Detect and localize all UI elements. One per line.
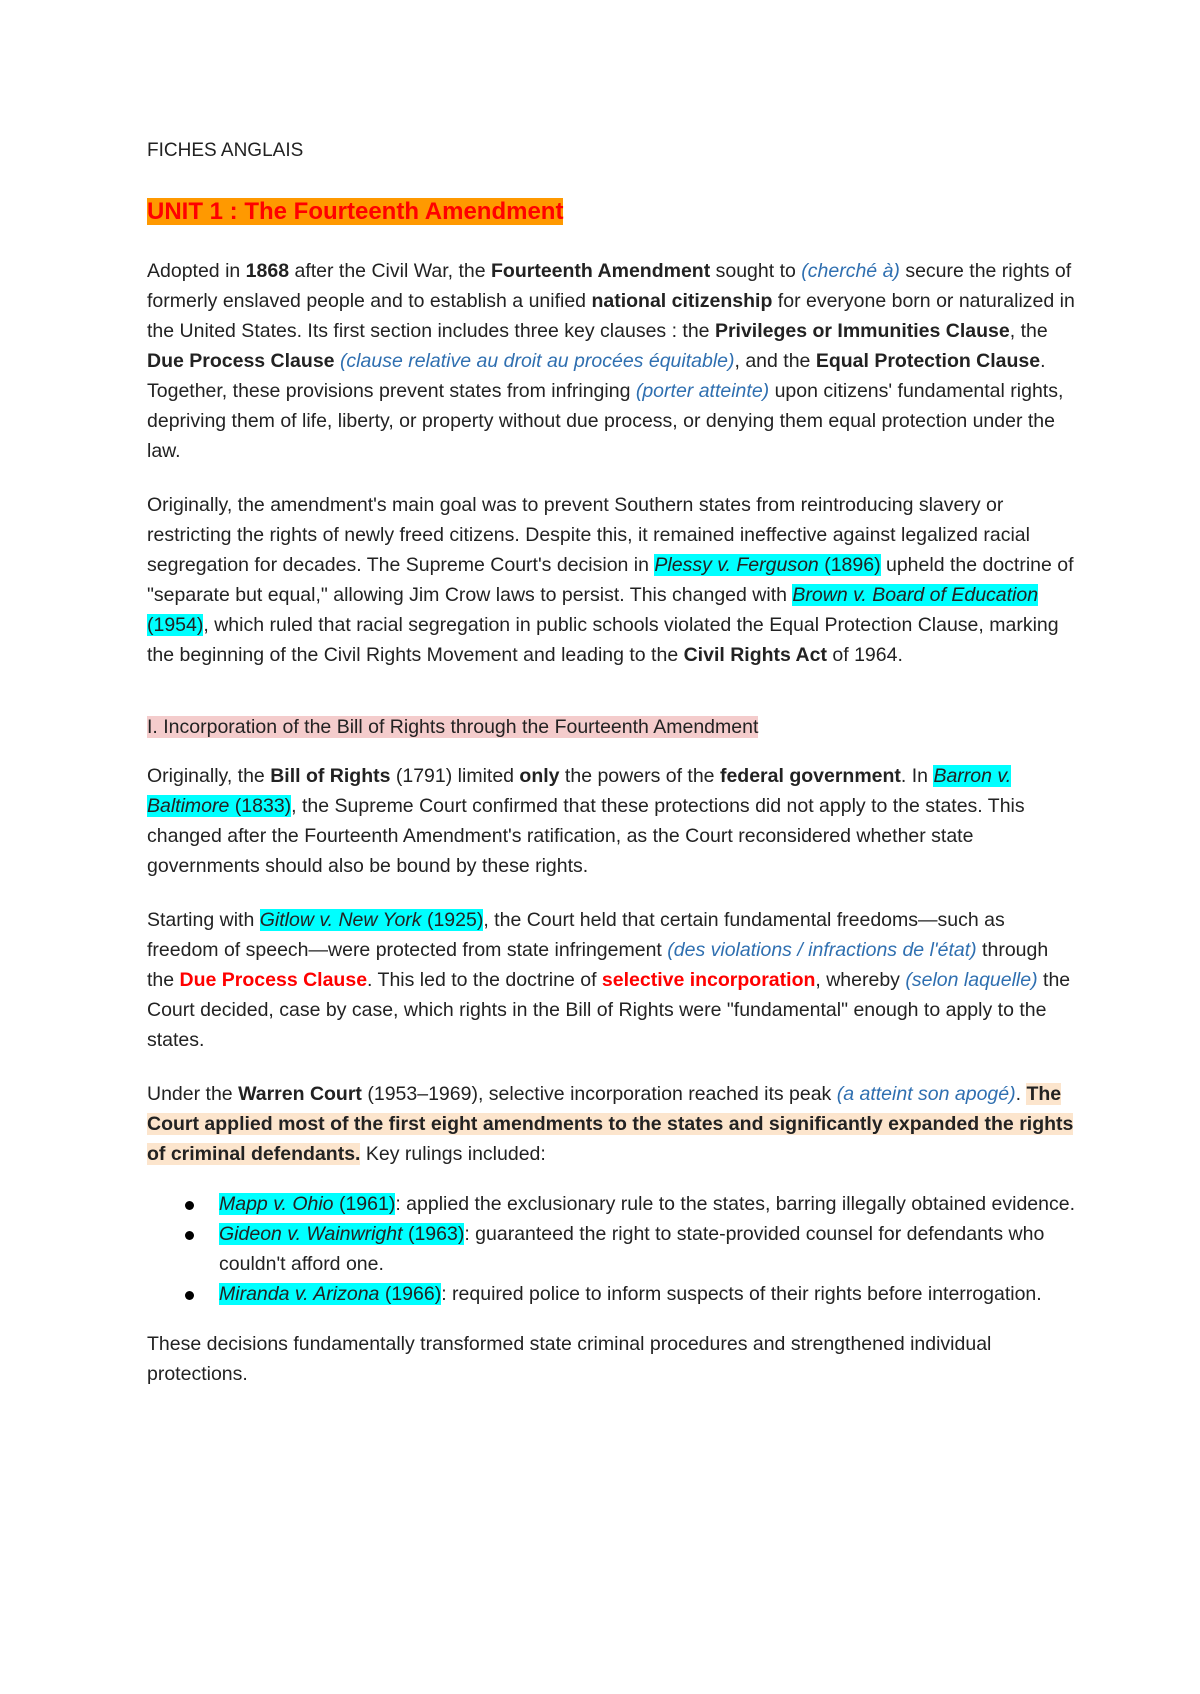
case-year: (1963) xyxy=(402,1223,465,1245)
paragraph-conclusion xyxy=(147,1329,1077,1389)
bold-text: Due Process Clause xyxy=(147,350,335,372)
text: , whereby xyxy=(815,969,906,991)
text: . This led to the doctrine of xyxy=(367,969,602,991)
paragraph-segregation xyxy=(147,490,1077,670)
french-note: (a atteint son apogé) xyxy=(836,1083,1016,1105)
case-year: (1961) xyxy=(333,1193,396,1215)
french-note: (cherché à) xyxy=(801,260,900,282)
text: sought to xyxy=(710,260,802,282)
case-name: Gitlow v. New York xyxy=(259,909,422,931)
document-page xyxy=(147,140,1077,1413)
case-name: Mapp v. Ohio xyxy=(219,1193,334,1215)
list-item xyxy=(219,1189,1077,1219)
case-name: Brown v. Board of Education xyxy=(792,584,1039,606)
section-heading-text: I. Incorporation of the Bill of Rights through the Fourteenth Amendment xyxy=(147,716,759,738)
text: secure the rights of formerly enslaved people and to establish a unified xyxy=(147,260,1072,312)
text: These decisions fundamentally transformed state criminal procedures and strengthened individual protections. xyxy=(147,1333,992,1385)
text: : applied the exclusionary rule to the states, barring illegally obtained evidence. xyxy=(395,1193,1075,1215)
french-note: (porter atteinte) xyxy=(635,380,770,402)
case-highlight xyxy=(260,909,484,931)
case-name: Gideon v. Wainwright xyxy=(219,1223,403,1245)
text: : required police to inform suspects of their rights before interrogation. xyxy=(441,1283,1042,1305)
case-year: (1954) xyxy=(147,614,204,636)
text: for everyone born or naturalized in the United States. Its first section includes three key clauses : the xyxy=(147,290,1075,342)
case-highlight xyxy=(219,1283,441,1305)
rulings-list xyxy=(147,1189,1077,1309)
case-highlight xyxy=(219,1223,464,1245)
case-year: (1833) xyxy=(229,795,292,817)
text: Adopted in xyxy=(147,260,246,282)
bold-text: national citizenship xyxy=(591,290,773,312)
paragraph-bill-of-rights xyxy=(147,761,1077,881)
bold-text: Bill of Rights xyxy=(270,765,391,787)
text: , which ruled that racial segregation in public schools violated the Equal Protection Clause, marking the beginning of the Civil Rights Movement and leading to the xyxy=(147,614,1059,666)
bold-text: only xyxy=(519,765,560,787)
text: Originally, the amendment's main goal was to prevent Southern states from reintroducing slavery or restricting the rights of newly freed citizens. Despite this, it remained ineffective against legalized racial segregation for decades. The Supreme Court's decision in xyxy=(147,494,1030,576)
text: , the Supreme Court confirmed that these protections did not apply to the states. This changed after the Fourteenth Amendment's ratification, as the Court reconsidered whether state governments should also be bound by these rights. xyxy=(147,795,1025,877)
bold-text: federal government xyxy=(719,765,901,787)
french-note: (clause relative au droit au procées équitable) xyxy=(339,350,735,372)
case-highlight xyxy=(219,1193,395,1215)
unit-heading-text: UNIT 1 : The Fourteenth Amendment xyxy=(147,198,564,225)
text: Starting with xyxy=(147,909,260,931)
case-year: (1896) xyxy=(818,554,881,576)
case-year: (1966) xyxy=(379,1283,442,1305)
text: of 1964. xyxy=(826,644,903,666)
text: , the Court held that certain fundamental freedoms—such as freedom of speech—were protected from state infringement xyxy=(147,909,1005,961)
text: upheld the doctrine of "separate but equal," allowing Jim Crow laws to persist. This changed with xyxy=(147,554,1074,606)
text: (1953–1969), selective incorporation reached its peak xyxy=(361,1083,837,1105)
text: through the xyxy=(147,939,1049,991)
case-name: Miranda v. Arizona xyxy=(219,1283,380,1305)
list-item xyxy=(219,1279,1077,1309)
section-heading xyxy=(147,716,1077,739)
text: , and the xyxy=(734,350,816,372)
text: upon citizens' fundamental rights, depriving them of life, liberty, or property without due process, or denying them equal protection under the law. xyxy=(147,380,1064,462)
red-bold-text: Due Process Clause xyxy=(179,969,368,991)
text: (1791) limited xyxy=(390,765,520,787)
bold-text: Privileges or Immunities Clause xyxy=(714,320,1010,342)
text: , the xyxy=(1009,320,1048,342)
bold-text: Civil Rights Act xyxy=(683,644,827,666)
bold-text: Warren Court xyxy=(238,1083,362,1105)
bold-text: Fourteenth Amendment xyxy=(491,260,711,282)
paragraph-warren-court xyxy=(147,1079,1077,1169)
text: the powers of the xyxy=(559,765,720,787)
case-year: (1925) xyxy=(421,909,484,931)
text: Originally, the xyxy=(147,765,271,787)
paragraph-gitlow xyxy=(147,905,1077,1055)
document-title: FICHES ANGLAIS xyxy=(147,140,304,161)
bold-text: Equal Protection Clause xyxy=(815,350,1041,372)
paragraph-intro xyxy=(147,256,1077,466)
case-highlight xyxy=(654,554,880,576)
text: . Together, these provisions prevent states from infringing xyxy=(147,350,1046,402)
red-bold-text: selective incorporation xyxy=(601,969,816,991)
bold-text: 1868 xyxy=(245,260,290,282)
text: . In xyxy=(900,765,934,787)
text: Key rulings included: xyxy=(360,1143,546,1165)
case-name: Plessy v. Ferguson xyxy=(654,554,819,576)
highlighted-sentence: The Court applied most of the first eight amendments to the states and significantly expanded the rights of criminal defendants. xyxy=(147,1083,1074,1165)
text: after the Civil War, the xyxy=(289,260,491,282)
text: : guaranteed the right to state-provided counsel for defendants who couldn't afford one. xyxy=(219,1223,1045,1275)
text: Under the xyxy=(147,1083,239,1105)
list-item xyxy=(219,1219,1077,1279)
case-name: Barron v. Baltimore xyxy=(147,765,1012,817)
french-note: (des violations / infractions de l'état) xyxy=(667,939,977,961)
text: the Court decided, case by case, which rights in the Bill of Rights were "fundamental" enough to apply to the states. xyxy=(147,969,1071,1051)
unit-heading xyxy=(147,198,1077,226)
text: . xyxy=(1015,1083,1027,1105)
french-note: (selon laquelle) xyxy=(905,969,1038,991)
